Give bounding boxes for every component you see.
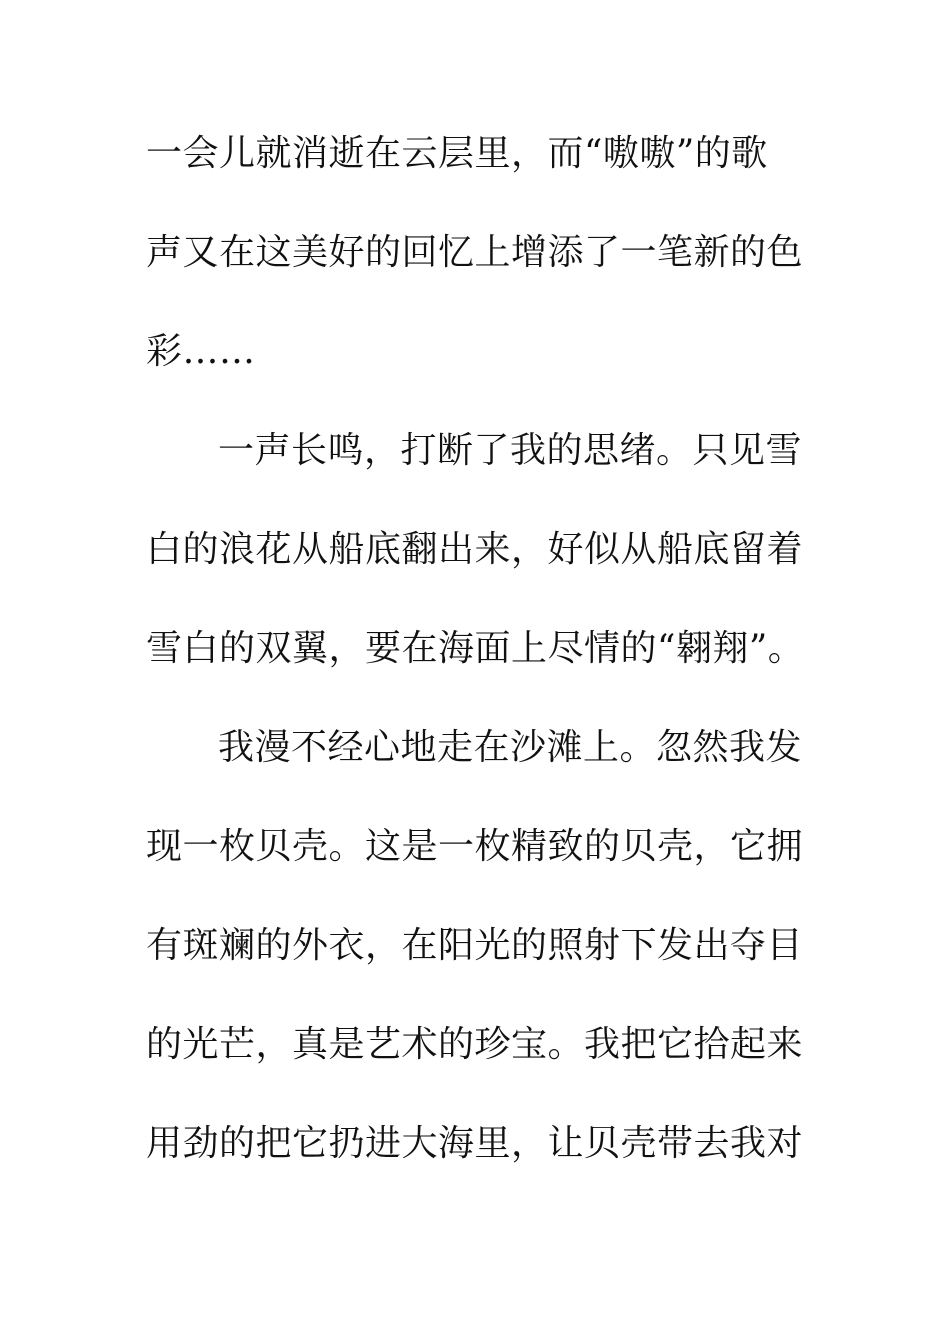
text-line: 白的浪花从船底翻出来，好似从船底留着: [146, 529, 804, 570]
text-line: 现一枚贝壳。这是一枚精致的贝壳，它拥: [146, 826, 804, 867]
text-line: 有斑斓的外衣，在阳光的照射下发出夺目: [146, 925, 804, 966]
text-line: 雪白的双翼，要在海面上尽情的“翱翔”。: [146, 628, 805, 669]
text-line: 用劲的把它扔进大海里，让贝壳带去我对: [146, 1123, 804, 1164]
paragraph-start-line: 我漫不经心地走在沙滩上。忽然我发: [218, 727, 803, 768]
document-text: [146, 121, 811, 1210]
text-line: 彩……: [146, 331, 256, 372]
text-line: 声又在这美好的回忆上增添了一笔新的色: [146, 232, 804, 273]
text-line: 一会儿就消逝在云层里，而“嗷嗷”的歌: [146, 133, 768, 174]
text-line: 的光芒，真是艺术的珍宝。我把它拾起来: [146, 1024, 804, 1065]
paragraph-start-line: 一声长鸣，打断了我的思绪。只见雪: [218, 430, 803, 471]
